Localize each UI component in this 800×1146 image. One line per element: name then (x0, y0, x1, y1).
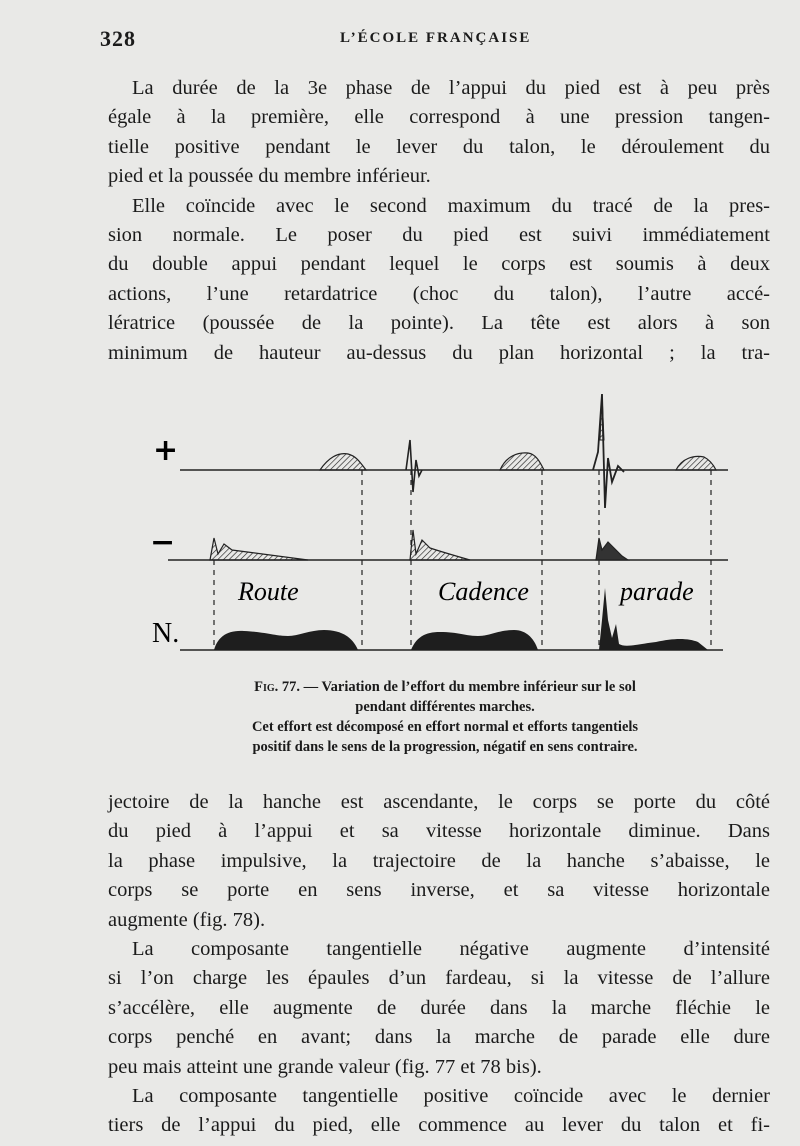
normal-trace-cadence (411, 630, 538, 650)
figure-77 (148, 380, 748, 680)
text-line: corps se porte en sens inverse, et sa vitesse horizontale (108, 879, 770, 902)
figure-caption (150, 677, 740, 757)
text-line: égale à la première, elle correspond à une pression tangen- (108, 106, 770, 129)
positive-hump-route (320, 454, 366, 470)
running-header (100, 26, 760, 56)
paragraph (108, 1082, 770, 1141)
transition-spike-1 (406, 440, 422, 492)
text-line: actions, l’une retardatrice (choc du talon), l’autre accé- (108, 282, 770, 305)
text-line: pied et la poussée du membre inférieur. (108, 165, 431, 188)
text-line: sion normale. Le poser du pied est suivi immédiatement (108, 224, 770, 247)
figure-number: Fig. 77. (254, 679, 300, 695)
normal-trace-route (214, 630, 358, 650)
text-line: minimum de hauteur au-dessus du plan horizontal ; la tra- (108, 341, 770, 364)
paragraph (108, 788, 770, 935)
positive-hump-parade (676, 456, 716, 470)
page-number: 328 (100, 26, 136, 51)
normal-label: N. (152, 618, 180, 649)
text-line: s’accélère, elle augmente de durée dans la marche fléchie le (108, 996, 770, 1019)
transition-spike-2 (593, 394, 624, 508)
paragraph (108, 74, 770, 192)
bottom-text (108, 788, 770, 1141)
caption-title: — Variation de l’effort du membre inférieur sur le sol (303, 679, 636, 695)
text-line: si l’on charge les épaules d’un fardeau, si la vitesse de l’allure (108, 967, 770, 990)
negative-hump-route (210, 538, 308, 560)
top-text (108, 74, 770, 368)
negative-sign: − (150, 525, 176, 560)
force-trace-diagram (148, 380, 748, 680)
text-line: du double appui pendant lequel le corps est soumis à deux (108, 253, 770, 276)
text-line: du pied à l’appui et sa vitesse horizontale diminue. Dans (108, 820, 770, 843)
text-line: jectoire de la hanche est ascendante, le corps se porte du côté (108, 791, 770, 813)
caption-line: positif dans le sens de la progression, négatif en sens contraire. (252, 739, 638, 755)
text-line: La composante tangentielle positive coïncide avec le dernier (132, 1085, 770, 1108)
text-line: tiers de l’appui du pied, elle commence au lever du talon et fi- (108, 1114, 770, 1137)
paragraph (108, 192, 770, 368)
text-line: la phase impulsive, la trajectoire de la hanche s’abaisse, le (108, 849, 770, 872)
caption-line: Cet effort est décomposé en effort normal et efforts tangentiels (251, 719, 639, 735)
parade-peak-hatch (600, 394, 604, 440)
text-line: Elle coïncide avec le second maximum du tracé de la pres- (132, 194, 770, 217)
running-title: L’ÉCOLE FRANÇAISE (340, 30, 532, 46)
text-line: peu mais atteint une grande valeur (fig. 77 et 78 bis). (108, 1055, 542, 1078)
text-line: lératrice (poussée de la pointe). La tête est alors à son (108, 312, 770, 335)
negative-hump-parade (596, 538, 628, 560)
text-line: La durée de la 3e phase de l’appui du pied est à peu près (132, 77, 770, 99)
text-line: augmente (fig. 78). (108, 908, 266, 931)
walk-label-cadence: Cadence (438, 577, 529, 606)
walk-label-route: Route (238, 577, 299, 606)
negative-hump-cadence (410, 530, 470, 560)
positive-hump-cadence (500, 453, 544, 470)
positive-sign: + (153, 433, 179, 468)
paragraph (108, 935, 770, 1082)
walk-label-parade: parade (620, 577, 694, 606)
text-line: La composante tangentielle négative augmente d’intensité (132, 938, 770, 961)
text-line: corps penché en avant; dans la marche de parade elle dure (108, 1026, 770, 1049)
caption-line: pendant différentes marches. (355, 699, 535, 715)
text-line: tielle positive pendant le lever du talon, le déroulement du (108, 135, 770, 158)
